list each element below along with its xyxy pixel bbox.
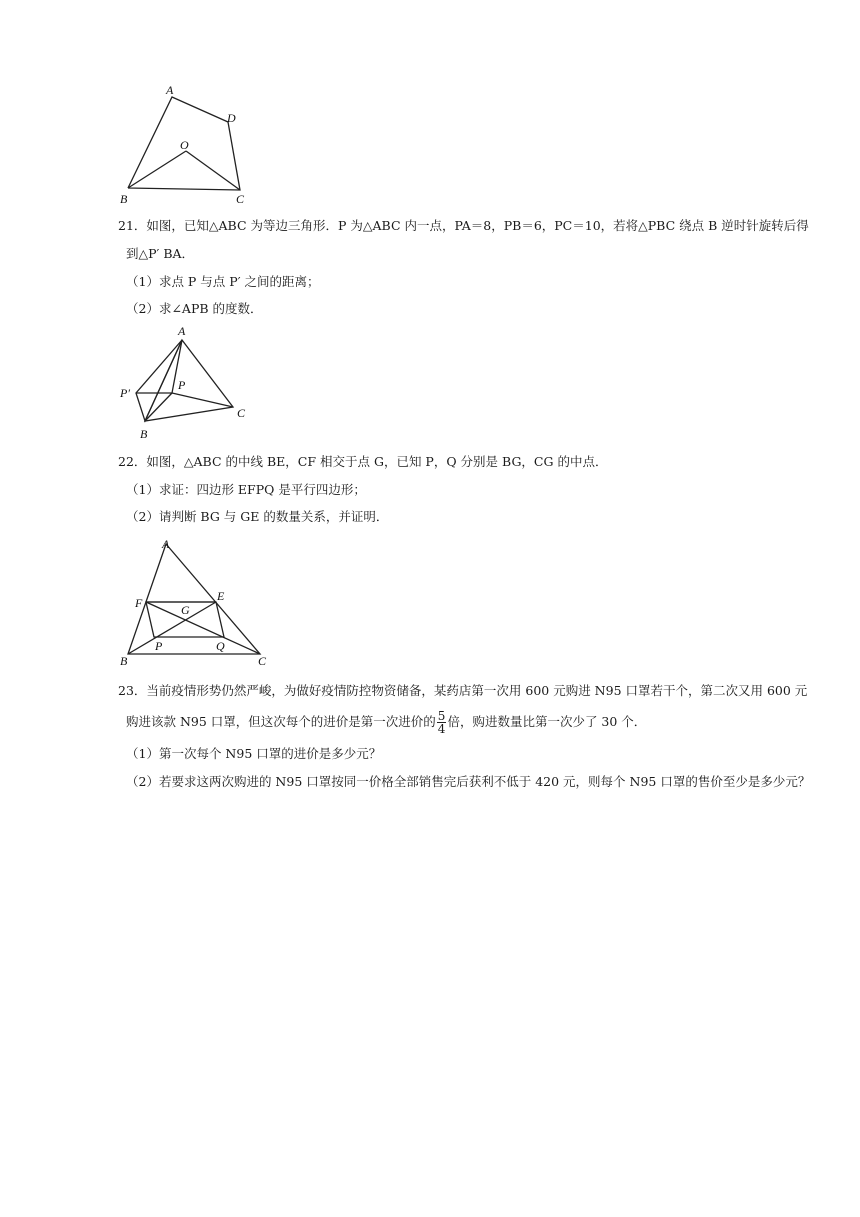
q23-part2: （2）若要求这两次购进的 N95 口罩按同一价格全部销售完后获利不低于 420 元，则每个 N95 口罩的售价至少是多少元？ [126, 774, 811, 789]
label-a: A [166, 83, 174, 97]
label-f: F [135, 596, 143, 610]
fraction-denominator: 4 [437, 722, 446, 736]
q22-part1: （1）求证：四边形 EFPQ 是平行四边形； [126, 482, 366, 497]
fraction-numerator: 5 [437, 709, 446, 723]
q23-stem-line2-start: 购进该款 N95 口罩，但这次每个的进价是第一次进价的 [126, 714, 436, 729]
q23-stem-line1: 23．当前疫情形势仍然严峻，为做好疫情防控物资储备，某药店第一次用 600 元购进 N95 口罩若干个，第二次又用 600 元 [118, 683, 808, 698]
label-p: P [178, 378, 186, 392]
label-e: E [217, 589, 225, 603]
label-c: C [258, 654, 267, 668]
label-a: A [162, 537, 170, 551]
label-a: A [178, 324, 186, 338]
label-g: G [181, 603, 190, 617]
q21-stem-line2: 到△P′ BA． [126, 246, 195, 261]
segment-oc [186, 151, 240, 190]
figure-quadrilateral-abcd [110, 82, 270, 210]
label-o: O [180, 138, 189, 152]
figure-triangle-medians [110, 534, 280, 669]
q23-stem-line2-end: 倍，购进数量比第一次少了 30 个． [447, 714, 647, 729]
q23-stem-line2 [126, 710, 646, 735]
label-c: C [236, 192, 245, 206]
q21-stem-line1: 21．如图，已知△ABC 为等边三角形．P 为△ABC 内一点，PA＝8，PB＝6，PC＝10，若将△PBC 绕点 B 逆时针旋转后得 [118, 218, 809, 233]
label-d: D [227, 111, 236, 125]
label-b: B [120, 654, 128, 668]
triangle-abc [145, 340, 233, 421]
label-b: B [140, 427, 148, 441]
q21-part2: （2）求∠APB 的度数． [126, 301, 263, 316]
q23-part1: （1）第一次每个 N95 口罩的进价是多少元？ [126, 746, 382, 761]
label-q: Q [216, 639, 225, 653]
label-p-prime: P′ [120, 386, 130, 400]
label-p: P [155, 639, 163, 653]
fraction-five-fourths [437, 710, 447, 735]
triangle-p1ba [136, 340, 182, 421]
q22-stem-line1: 22．如图，△ABC 的中线 BE，CF 相交于点 G，已知 P，Q 分别是 BG，CG 的中点． [118, 454, 608, 469]
figure-equilateral-triangle-rotation [112, 323, 262, 445]
q22-part2: （2）请判断 BG 与 GE 的数量关系，并证明． [126, 509, 389, 524]
q21-part1: （1）求点 P 与点 P′ 之间的距离； [126, 274, 320, 289]
label-c: C [237, 406, 246, 420]
label-b: B [120, 192, 128, 206]
